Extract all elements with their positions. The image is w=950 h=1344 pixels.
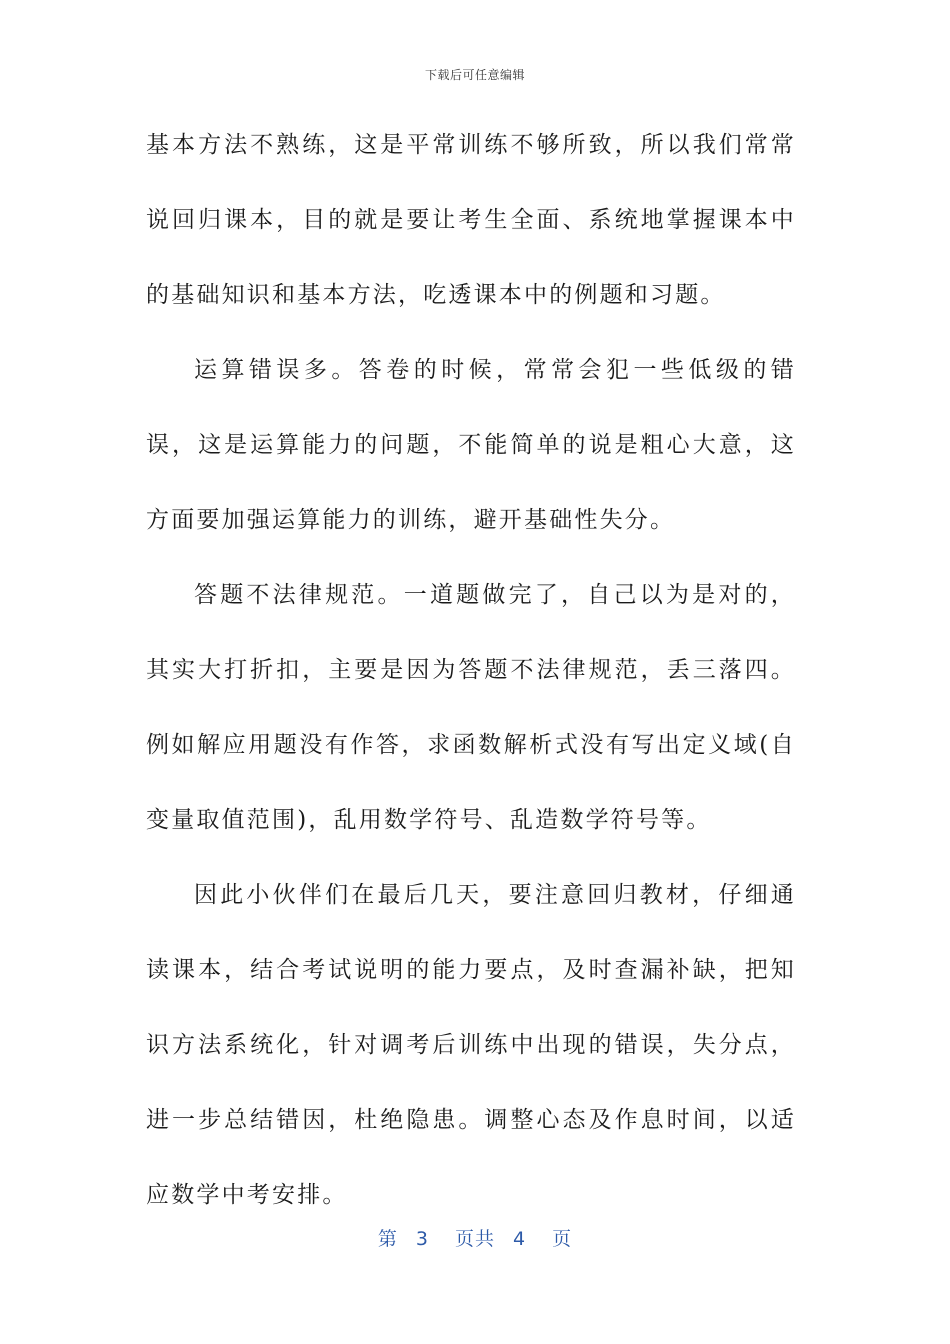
paragraph-1: 基本方法不熟练，这是平常训练不够所致，所以我们常常说回归课本，目的就是要让考生全面、系统地掌握课本中的基础知识和基本方法，吃透课本中的例题和习题。 bbox=[146, 132, 796, 308]
footer-current-page: 3 bbox=[415, 1228, 429, 1250]
page-header-note: 下载后可任意编辑 bbox=[424, 68, 525, 82]
paragraph-2: 运算错误多。答卷的时候，常常会犯一些低级的错误，这是运算能力的问题，不能简单的说是粗心大意，这方面要加强运算能力的训练，避开基础性失分。 bbox=[146, 357, 796, 533]
document-body bbox=[146, 108, 796, 1233]
footer-prefix: 第 bbox=[377, 1228, 398, 1250]
footer-suffix: 页 bbox=[552, 1228, 573, 1250]
footer-middle: 页共 bbox=[454, 1228, 495, 1250]
page-footer bbox=[0, 1224, 950, 1251]
footer-total-pages: 4 bbox=[513, 1228, 527, 1250]
paragraph-4: 因此小伙伴们在最后几天，要注意回归教材，仔细通读课本，结合考试说明的能力要点，及时查漏补缺，把知识方法系统化，针对调考后训练中出现的错误，失分点，进一步总结错因，杜绝隐患。调整心态及作息时间，以适应数学中考安排。 bbox=[146, 882, 796, 1208]
paragraph-3: 答题不法律规范。一道题做完了，自己以为是对的，其实大打折扣，主要是因为答题不法律规范，丢三落四。例如解应用题没有作答，求函数解析式没有写出定义域(自变量取值范围)，乱用数学符号、乱造数学符号等。 bbox=[146, 582, 796, 833]
